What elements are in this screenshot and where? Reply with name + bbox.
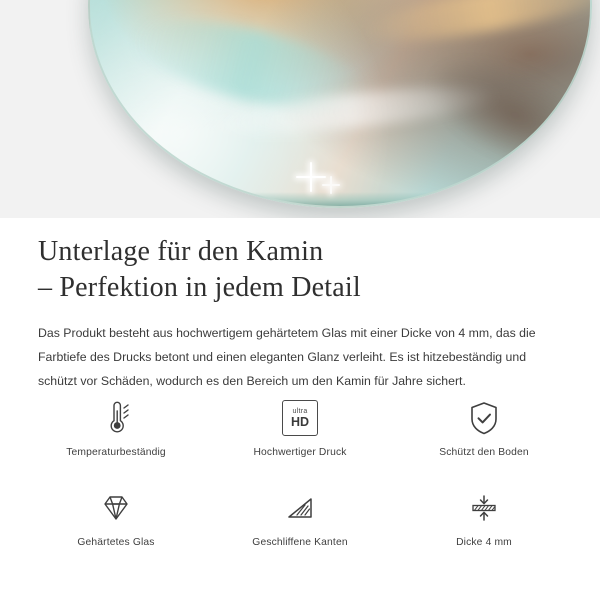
body-paragraph: Das Produkt besteht aus hochwertigem gehärtetem Glas mit einer Dicke von 4 mm, das die Farbtiefe des Drucks betont und einen eleganten Glanz verleiht. Es ist hitzebeständig und schützt vor Schäden, wodurch es den Bereich um den Kamin für Jahre sichert.: [38, 325, 536, 388]
feature-label: Gehärtetes Glas: [77, 537, 155, 548]
feature-grid-wrapper: [0, 396, 600, 566]
shield-check-icon: [462, 396, 506, 440]
feature-grid: [0, 396, 600, 566]
ultra-hd-badge-bottom: HD: [290, 414, 310, 429]
feature-label: Schützt den Boden: [439, 447, 529, 458]
ultra-hd-icon: [282, 396, 318, 440]
page-title-line2: – Perfektion in jedem Detail: [38, 271, 361, 303]
feature-label: Dicke 4 mm: [456, 537, 512, 548]
text-block: [0, 218, 600, 394]
beveled-edges-icon: [278, 486, 322, 530]
thermometer-icon: [94, 396, 138, 440]
diamond-icon: [94, 486, 138, 530]
page-title: [0, 218, 600, 306]
feature-item-thickness: [392, 486, 576, 566]
feature-item-temperature: [24, 396, 208, 476]
glass-plate-image: [88, 0, 592, 208]
feature-label: Geschliffene Kanten: [252, 537, 348, 548]
feature-item-print: [208, 396, 392, 476]
feature-label: Temperaturbeständig: [66, 447, 166, 458]
feature-item-beveled-edges: [208, 486, 392, 566]
feature-item-floor-protection: [392, 396, 576, 476]
page-title-line1: Unterlage für den Kamin: [38, 236, 324, 267]
thickness-icon: [462, 486, 506, 530]
marble-streak: [359, 0, 592, 52]
hero-image: [0, 0, 600, 218]
feature-label: Hochwertiger Druck: [253, 447, 347, 458]
feature-item-tempered-glass: [24, 486, 208, 566]
ultra-hd-badge-top: ultra: [292, 407, 308, 415]
